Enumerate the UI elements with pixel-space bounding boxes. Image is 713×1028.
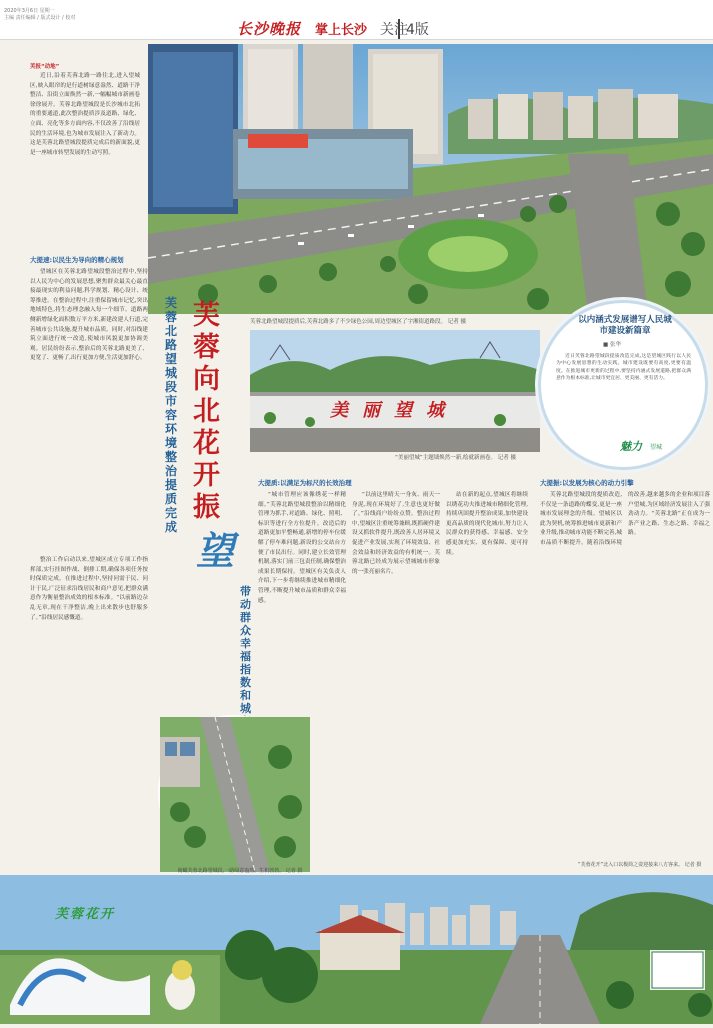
headline-main: 芙蓉向北 花开振 — [193, 300, 220, 523]
wall-mural-illustration — [250, 330, 540, 452]
bottom-panorama-illustration — [0, 875, 713, 1024]
commentary-author: ■ 张华 — [603, 342, 621, 348]
bottom-panorama-photo — [0, 875, 713, 1024]
aerial-road-illustration — [148, 44, 713, 314]
left-column — [30, 255, 148, 558]
date-line: 2020年3月6日 星期一 — [4, 8, 55, 14]
left-column-lower — [30, 556, 148, 846]
commentary-body: 近日芙蓉北路望城段提质改造完成,这是望城区践行以人民为中心发展思想的生动实践。城市建设既要有高度,更要有温度。在推进城市更新的过程中,要坚持内涵式发展道路,把群众满意作为根本标准,让城市更宜居、更美丽、更有活力。 — [556, 354, 691, 382]
intro-label: 芙报“动地” — [30, 64, 60, 70]
brand-mark: 魅力 — [620, 440, 642, 453]
section-text-left-1: 望城区在芙蓉北路望城段整治过程中,坚持以人民为中心的发展思想,聚焦群众最关心最直接最现实的利益问题,科学规划、精心设计、统筹推进。在整治过程中,注重保留城市记忆,突出地域特色,将生态理念融入每一个细节。道路两侧新增绿化面积数万平方米,新建改建人行道,完善城市公共设施,提升城市品质。同时,对沿线建筑立面进行统一改造,使城市风貌更加协调美观。居民纷纷表示,整治后的芙蓉北路更美了、更宽了、更畅了,出行更加方便,生活更加舒心。 — [30, 269, 148, 362]
strip-photo-caption: “美丽望城”主题墙焕然一新,绘就新画卷。 记者 摄 — [395, 455, 516, 461]
editor-line: 主编 责任编辑 / 版式设计 / 校对 — [4, 15, 76, 21]
section-name: 关注 — [380, 22, 408, 38]
aerial-circle-illustration — [160, 717, 310, 872]
wall-sign-text: 美丽望城 — [330, 400, 458, 421]
commentary-title: 以内涵式发展谱写人民城市建设新篇章 — [578, 315, 672, 336]
headline-subtitle-right: 带动群众幸福指数和城 — [240, 585, 251, 715]
circle-photo-caption: 俯瞰芙蓉北路望城段,一路绿意盎然、生机勃勃。 记者 摄 — [177, 868, 303, 874]
newspaper-logo-sub: 掌上长沙 — [315, 23, 368, 38]
section-text-mid-1: “城市管理应该像绣花一样精细。”芙蓉北路望城段整治以精细化管理为抓手,对道路、绿化、照明、标识等进行全方位提升。改造后的道路更加平整畅通,新增的停车位缓解了停车难问题,新设的公交站台方便了市民出行。同时,建立长效管理机制,落实门前三包责任制,确保整治成果长期保持。望城区有关负责人介绍,下一步将继续推进城市精细化管理,不断提升城市品质和群众幸福感。 — [258, 492, 346, 604]
headline-accent-character: 望 — [196, 528, 235, 573]
right-column — [540, 478, 710, 856]
section-text-mid-2: “以前这里晴天一身灰、雨天一身泥,现在环境好了,生意也更好做了。”沿线商户纷纷点赞。整治过程中,望城区注重统筹兼顾,既抓硬件建设又抓软件提升,既改善人居环境又促进产业发展,实现了环境效益、社会效益和经济效益的有机统一。芙蓉北路已经成为展示望城城市形象的一张亮丽名片。 — [352, 492, 440, 575]
headline-subtitle-left: 芙蓉北路望城段市容环境整治提质完成 — [165, 296, 178, 534]
section-text-left-2: 整治工作启动以来,望城区成立专项工作指挥部,实行挂图作战、倒排工期,确保各项任务按时保质完成。在推进过程中,坚持问需于民、问计于民,广泛征求沿线居民和商户意见,把群众满意作为衡量整治成效的根本标准。“以前路边杂乱无章,现在干净整洁,晚上出来散步也舒服多了。”沿线居民感慨道。 — [30, 557, 148, 621]
top-photo-caption: 芙蓉北路望城段提质后,芙蓉北路多了不少绿色公园,周边望城区了宇湘街道路段。 记者 摄 — [250, 319, 466, 325]
wall-mural-photo — [250, 330, 540, 452]
section-title-left-1: 大提速:以民生为导向的精心规划 — [30, 256, 124, 264]
section-text-right-1: 芙蓉北路望城段的提质改造,不仅是一条道路的蝶变,更是一座城市发展理念的升级。望城区以此为契机,统筹推进城市更新和产业升级,推动城市功能不断完善,城市品质不断提升。随着沿线环境的改善,越来越多的企业和项目落户望城,为区域经济发展注入了强劲动力。“芙蓉北路”正在成为一条产业之路、生态之路、幸福之路。 — [540, 492, 710, 546]
brand-mark-sub: 望城 — [650, 444, 663, 451]
masthead-meta — [4, 8, 75, 22]
aerial-circle-photo — [158, 715, 308, 870]
section-title-mid-1: 大提质:以满足为标尺的长效治理 — [258, 479, 352, 487]
bottom-sign-text: 芙蓉花开 — [55, 907, 116, 922]
intro-text: 近日,沿着芙蓉北路一路往北,进入望城区,映入眼帘的是行道树绿意盎然、道路干净整洁、沿街立面焕然一新,一幅幅城市新画卷徐徐展开。芙蓉北路望城段是长沙城市北拓的重要通道,此次整治提质涉及道路、绿化、立面、亮化等多方面内容,不仅改善了沿线居民的生活环境,也为城市发展注入了新动力。这是芙蓉北路望城段提质完成后的新面貌,更是一座城市转型发展的生动写照。 — [30, 73, 140, 156]
newspaper-logo: 长沙晚报 — [237, 20, 302, 38]
page-number: 4版 — [398, 19, 429, 39]
aerial-road-photo — [148, 44, 713, 314]
bottom-right-caption: “芙蓉花开”北入口以极简之姿迎接来八方客来。 记者 摄 — [578, 862, 702, 868]
section-text-mid-3: 站在新的起点,望城区将继续以绣花功夫推进城市精细化管理,持续巩固提升整治成果,加快建设更高品质的现代化城市,努力让人民群众的获得感、幸福感、安全感更加充实、更有保障、更可持续。 — [446, 492, 528, 556]
intro-block — [30, 62, 140, 250]
section-title-right-1: 大提振:以发展为核心的动力引擎 — [540, 479, 634, 487]
